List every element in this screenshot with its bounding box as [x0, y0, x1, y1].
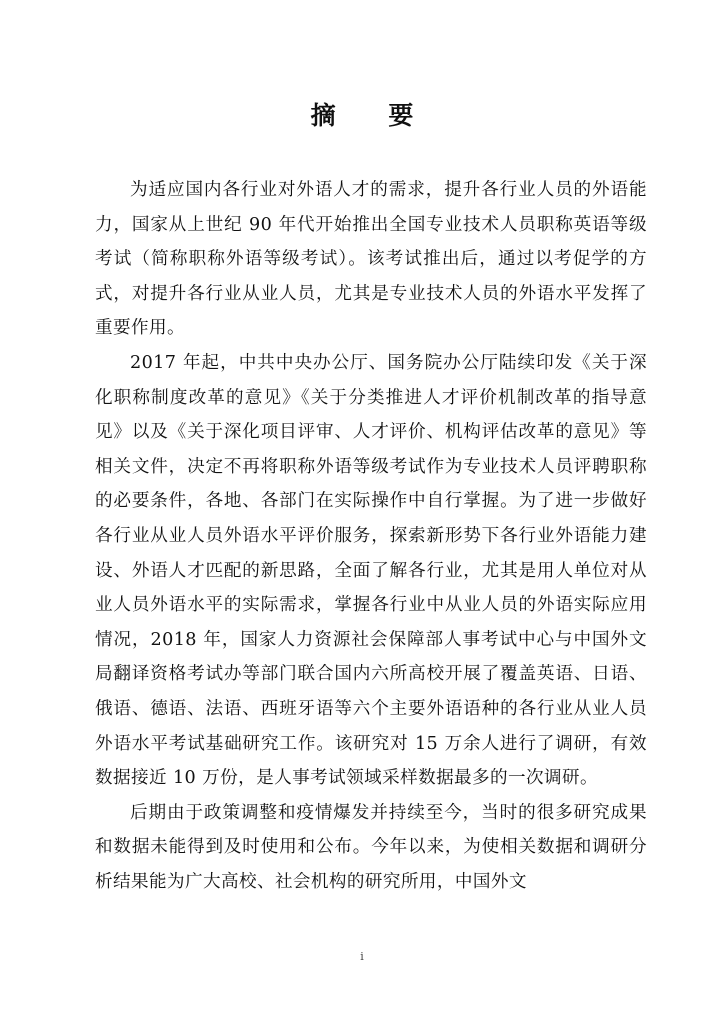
paragraph-2: 2017 年起，中共中央办公厅、国务院办公厅陆续印发《关于深化职称制度改革的意见》《关于分类推进人才评价机制改革的指导意见》以及《关于深化项目评审、人才评价、机构评估改革的意见》等相关文件，决定不再将职称外语等级考试作为专业技术人员评聘职称的必要条件，各地、各部门在实际操作中自行掌握。为了进一步做好各行业从业人员外语水平评价服务，探索新形势下各行业外语能力建设、外语人才匹配的新思路，全面了解各行业，尤其是用人单位对从业人员外语水平的实际需求，掌握各行业中从业人员的外语实际应用情况，2018 年，国家人力资源社会保障部人事考试中心与中国外文局翻译资格考试办等部门联合国内六所高校开展了覆盖英语、日语、俄语、德语、法语、西班牙语等六个主要外语语种的各行业从业人员外语水平考试基础研究工作。该研究对 15 万余人进行了调研，有效数据接近 10 万份，是人事考试领域采样数据最多的一次调研。: [95, 352, 647, 789]
page-number: i: [360, 950, 364, 963]
paragraph-1: 为适应国内各行业对外语人才的需求，提升各行业人员的外语能力，国家从上世纪 90 年代开始推出全国专业技术人员职称英语等级考试（简称职称外语等级考试）。该考试推出后，通过以考促学的方式，对提升各行业从业人员，尤其是专业技术人员的外语水平发挥了重要作用。: [95, 180, 647, 339]
paragraph-3: 后期由于政策调整和疫情爆发并持续至今，当时的很多研究成果和数据未能得到及时使用和公布。今年以来，为使相关数据和调研分析结果能为广大高校、社会机构的研究所用，中国外文: [95, 802, 647, 892]
abstract-body: [95, 173, 647, 899]
page-title: 摘 要: [310, 101, 436, 130]
